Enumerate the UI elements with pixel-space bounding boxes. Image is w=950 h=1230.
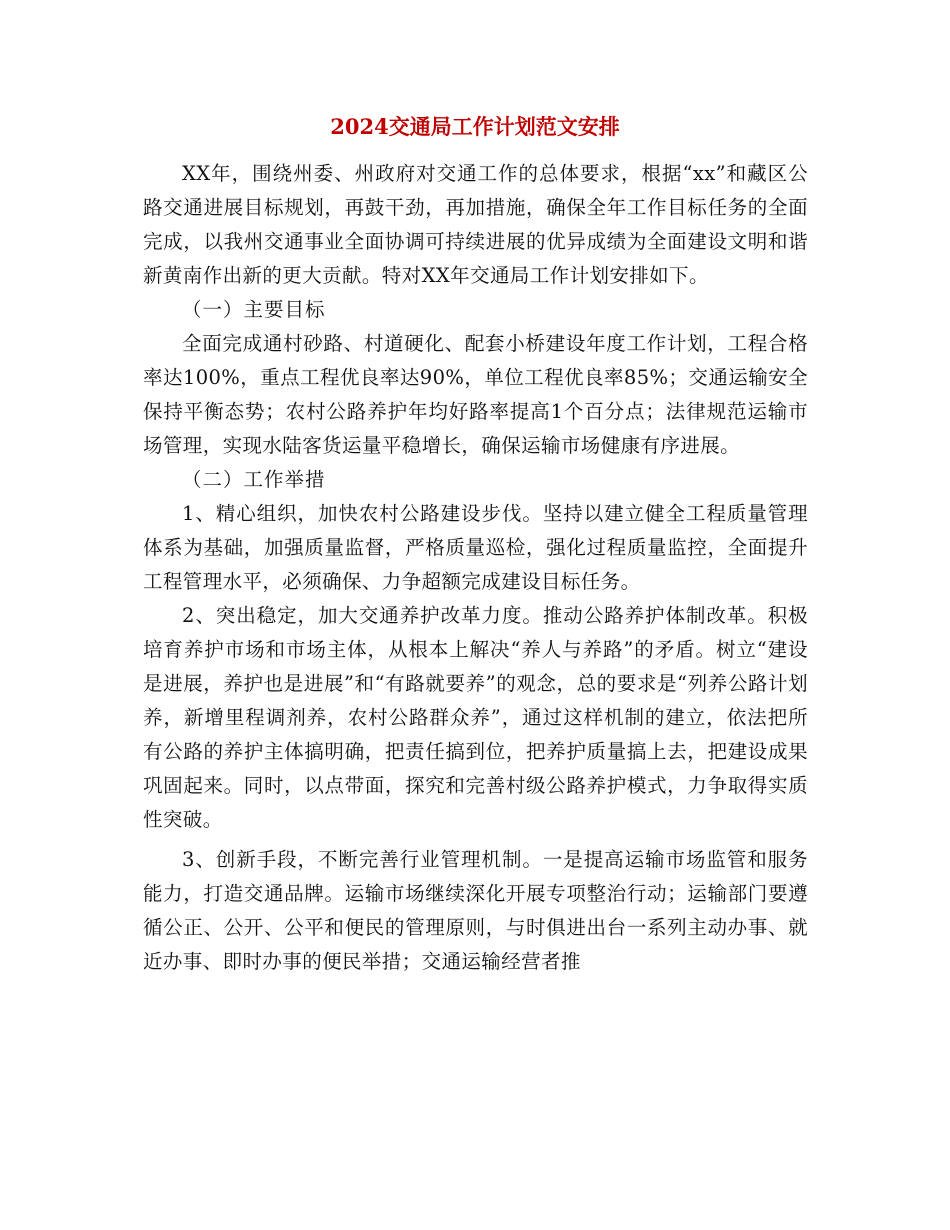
intro-paragraph: XX年，围绕州委、州政府对交通工作的总体要求，根据“xx”和藏区公路交通进展目标规划，再鼓干劲，再加措施，确保全年工作目标任务的全面完成，以我州交通事业全面协调可持续进展的优异成绩为全面建设文明和谐新黄南作出新的更大贡献。特对XX年交通局工作计划安排如下。 — [143, 162, 808, 287]
section-heading-main-goals: （一）主要目标 — [182, 298, 326, 321]
measure-paragraph-1: 1、精心组织，加快农村公路建设步伐。坚持以建立健全工程质量管理体系为基础，加强质量监督，严格质量巡检，强化过程质量监控，全面提升工程管理水平，必须确保、力争超额完成建设目标任务。 — [143, 502, 808, 593]
measure-paragraph-3: 3、创新手段，不断完善行业管理机制。一是提高运输市场监管和服务能力，打造交通品牌。运输市场继续深化开展专项整治行动；运输部门要遵循公正、公开、公平和便民的管理原则，与时俱进出台一系列主动办事、就近办事、即时办事的便民举措；交通运输经营者推 — [143, 848, 808, 973]
main-goals-paragraph: 全面完成通村砂路、村道硬化、配套小桥建设年度工作计划，工程合格率达100%，重点工程优良率达90%，单位工程优良率85%；交通运输安全保持平衡态势；农村公路养护年均好路率提高1个百分点；法律规范运输市场管理，实现水陆客货运量平稳增长，确保运输市场健康有序进展。 — [143, 332, 808, 457]
document-body — [143, 157, 808, 979]
section-heading-measures: （二）工作举措 — [182, 468, 326, 491]
measure-paragraph-2: 2、突出稳定，加大交通养护改革力度。推动公路养护体制改革。积极培育养护市场和市场主体，从根本上解决“养人与养路”的矛盾。树立“建设是进展，养护也是进展”和“有路就要养”的观念，总的要求是“列养公路计划养，新增里程调剂养，农村公路群众养”，通过这样机制的建立，依法把所有公路的养护主体搞明确，把责任搞到位，把养护质量搞上去，把建设成果巩固起来。同时，以点带面，探究和完善村级公路养护模式，力争取得实质性突破。 — [143, 604, 808, 831]
document-title: 2024交通局工作计划范文安排 — [330, 114, 620, 139]
